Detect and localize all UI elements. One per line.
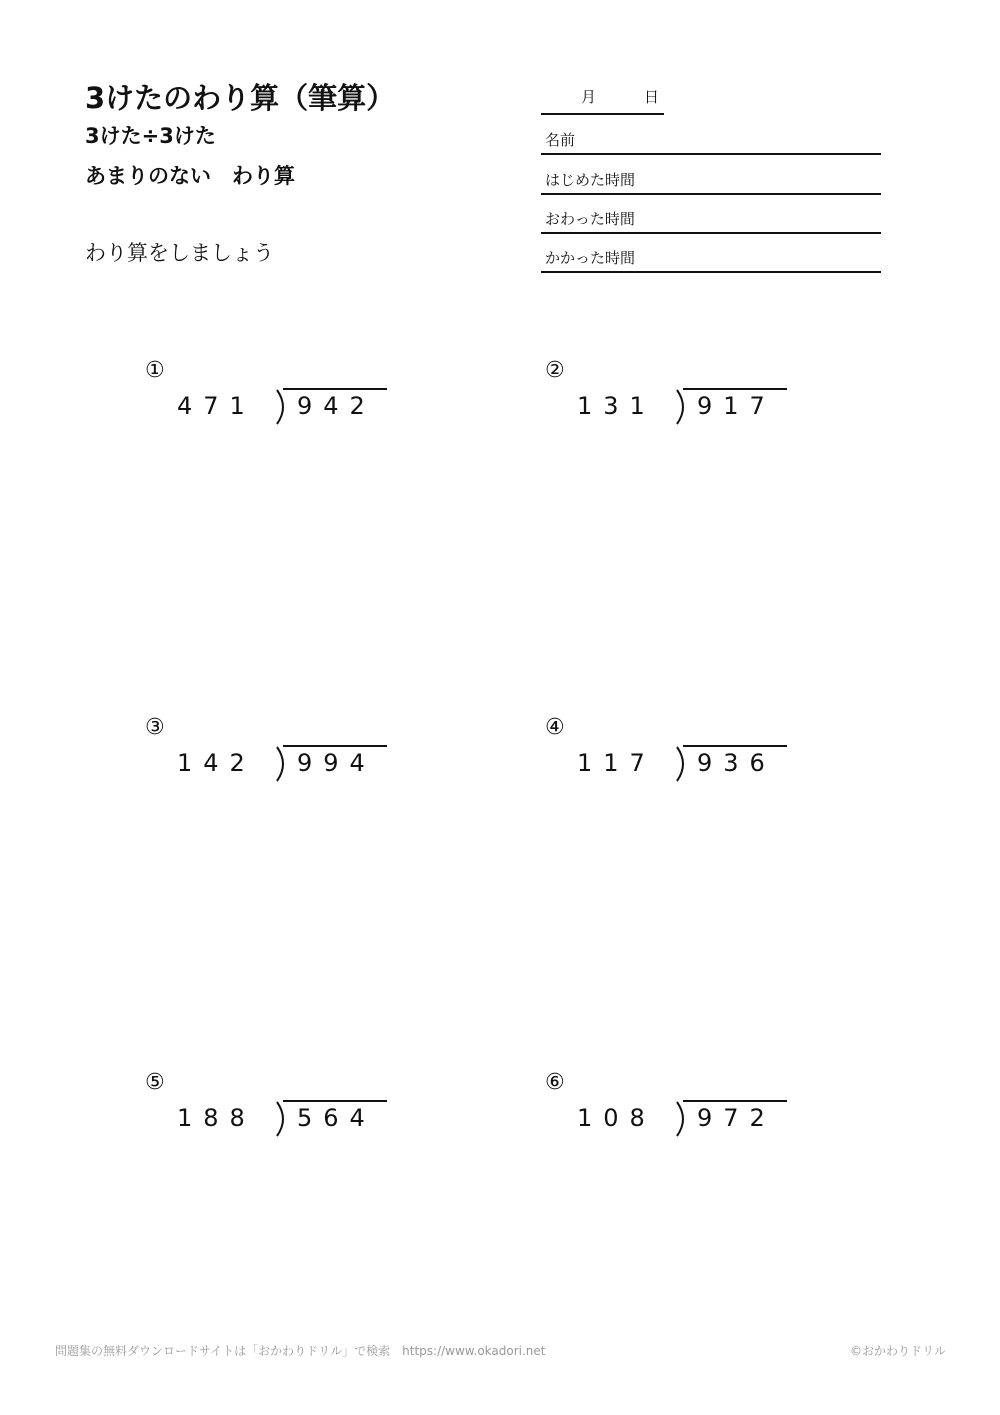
problem-number: ③ — [145, 715, 165, 740]
dividend: 972 — [697, 1104, 776, 1132]
divisor: 142 — [177, 749, 256, 777]
footer-site-info: 問題集の無料ダウンロードサイトは「おかわりドリル」で検索 https://www.okadori.net — [55, 1344, 546, 1358]
problem-number: ① — [145, 358, 165, 383]
division-line — [683, 388, 787, 390]
division-line — [283, 745, 387, 747]
end-time-label: おわった時間 — [545, 210, 635, 228]
month-label: 月 — [581, 88, 597, 106]
division-line — [283, 1100, 387, 1102]
day-label: 日 — [644, 88, 660, 106]
division-bracket — [673, 745, 691, 783]
dividend: 942 — [297, 392, 376, 420]
elapsed-time-field — [541, 233, 881, 273]
divisor: 117 — [577, 749, 656, 777]
page-subtitle: 3けた÷3けた — [85, 124, 216, 148]
problem-2 — [545, 358, 805, 438]
problem-type: あまりのない わり算 — [85, 164, 295, 188]
divisor: 131 — [577, 392, 656, 420]
division-bracket — [273, 388, 291, 426]
problem-6 — [545, 1070, 805, 1150]
division-bracket — [673, 388, 691, 426]
dividend: 917 — [697, 392, 776, 420]
division-line — [683, 745, 787, 747]
name-field — [541, 115, 881, 155]
problem-number: ⑤ — [145, 1070, 165, 1095]
divisor: 108 — [577, 1104, 656, 1132]
end-time-field — [541, 194, 881, 234]
division-bracket — [273, 1100, 291, 1138]
divisor: 188 — [177, 1104, 256, 1132]
elapsed-time-label: かかった時間 — [545, 249, 636, 267]
problem-5 — [145, 1070, 405, 1150]
dividend: 994 — [297, 749, 376, 777]
problem-number: ④ — [545, 715, 565, 740]
dividend: 936 — [697, 749, 776, 777]
name-label: 名前 — [545, 131, 576, 149]
problem-number: ② — [545, 358, 565, 383]
division-bracket — [673, 1100, 691, 1138]
problem-3 — [145, 715, 405, 795]
start-time-label: はじめた時間 — [545, 171, 636, 189]
instruction: わり算をしましょう — [85, 241, 274, 265]
problem-4 — [545, 715, 805, 795]
division-line — [683, 1100, 787, 1102]
start-time-field — [541, 155, 881, 195]
footer-copyright: ©おかわりドリル — [850, 1344, 947, 1358]
divisor: 471 — [177, 392, 256, 420]
dividend: 564 — [297, 1104, 376, 1132]
page-title: 3けたのわり算（筆算） — [85, 81, 396, 115]
division-line — [283, 388, 387, 390]
division-bracket — [273, 745, 291, 783]
problem-1 — [145, 358, 405, 438]
date-field — [541, 74, 664, 115]
problem-number: ⑥ — [545, 1070, 565, 1095]
